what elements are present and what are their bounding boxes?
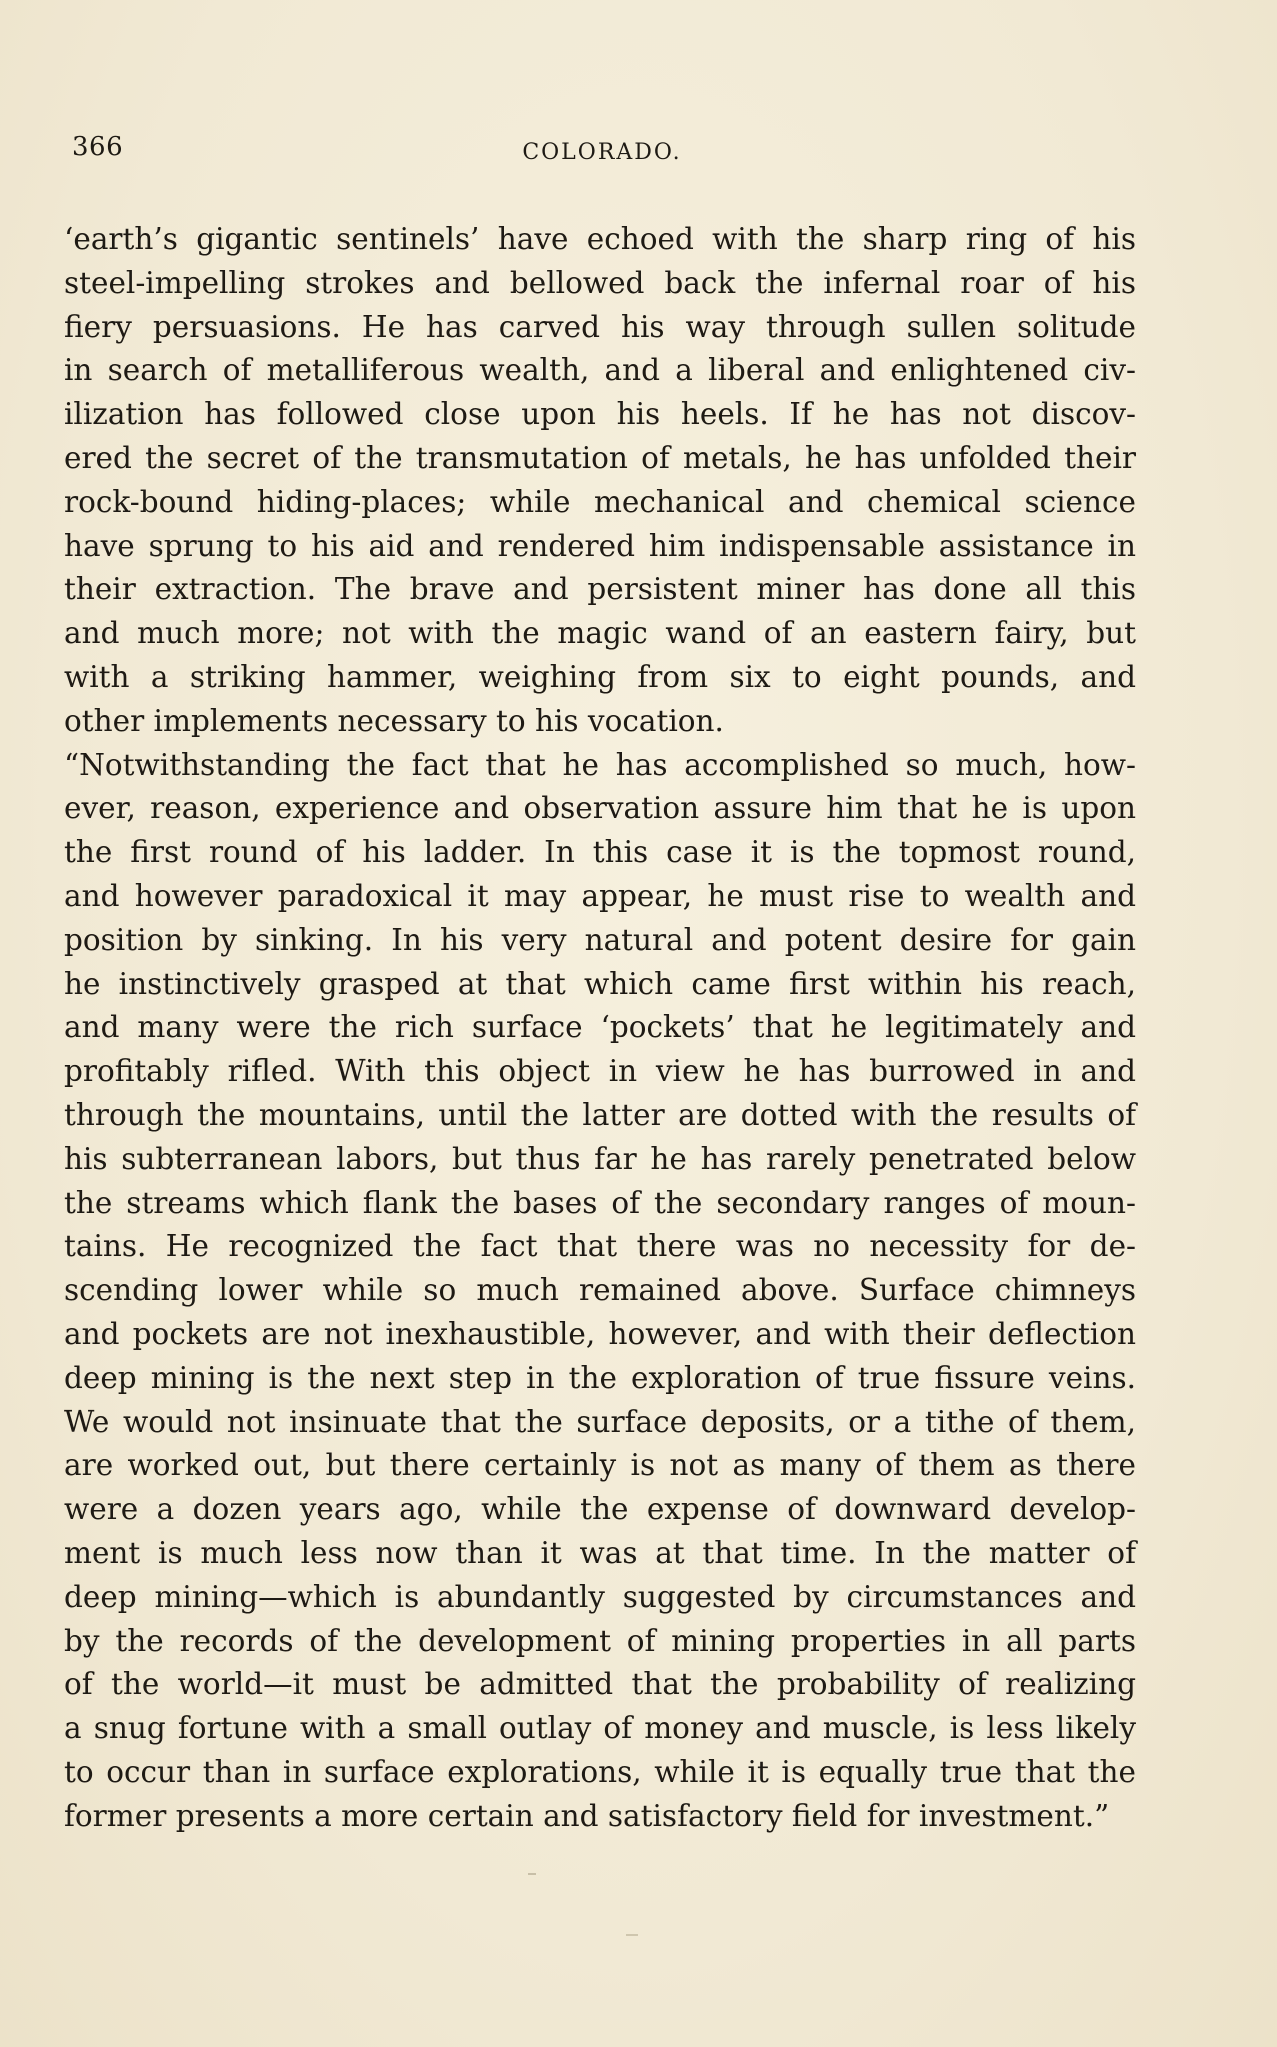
text-line: a snug fortune with a small outlay of money and muscle, is less likely: [64, 1711, 1136, 1746]
text-line: and many were the rich surface ‘pockets’ that he legitimately and: [64, 1010, 1136, 1045]
text-line: the first round of his ladder. In this case it is the topmost round,: [64, 835, 1136, 870]
running-head: COLORADO.: [522, 140, 682, 165]
text-line: other implements necessary to his vocation.: [64, 703, 724, 738]
text-line: the streams which flank the bases of the secondary ranges of moun-: [64, 1185, 1136, 1220]
page-number: 366: [72, 132, 124, 162]
body-text: [64, 218, 1136, 1838]
text-line: deep mining—which is abundantly suggested by circumstances and: [64, 1579, 1136, 1614]
text-line: “Notwithstanding the fact that he has accomplished so much, how-: [64, 747, 1136, 782]
text-line: profitably rifled. With this object in view he has burrowed in and: [64, 1054, 1136, 1089]
text-line: scending lower while so much remained above. Surface chimneys: [64, 1273, 1136, 1308]
text-line: ment is much less now than it was at that time. In the matter of: [64, 1535, 1136, 1570]
text-line: by the records of the development of mining properties in all parts: [64, 1623, 1136, 1658]
text-line: were a dozen years ago, while the expense of downward develop-: [64, 1492, 1136, 1527]
text-line: position by sinking. In his very natural and potent desire for gain: [64, 922, 1136, 957]
text-line: tains. He recognized the fact that there was no necessity for de-: [64, 1229, 1136, 1264]
text-line: have sprung to his aid and rendered him indispensable assistance in: [64, 528, 1136, 563]
text-line: through the mountains, until the latter are dotted with the results of: [64, 1097, 1136, 1132]
text-line: fiery persuasions. He has carved his way through sullen solitude: [64, 309, 1136, 344]
text-line: We would not insinuate that the surface deposits, or a tithe of them,: [64, 1404, 1136, 1439]
text-line: and much more; not with the magic wand of an eastern fairy, but: [64, 616, 1136, 651]
text-line: of the world—it must be admitted that the probability of realizing: [64, 1667, 1136, 1702]
paper-mark: [528, 1873, 536, 1875]
text-line: and pockets are not inexhaustible, however, and with their deflection: [64, 1316, 1136, 1351]
text-line: are worked out, but there certainly is not as many of them as there: [64, 1448, 1136, 1483]
text-line: with a striking hammer, weighing from six to eight pounds, and: [64, 659, 1136, 694]
paper-mark: [626, 1934, 638, 1936]
text-line: his subterranean labors, but thus far he has rarely penetrated below: [64, 1141, 1136, 1176]
text-line: deep mining is the next step in the exploration of true fissure veins.: [64, 1360, 1136, 1395]
text-line: rock-bound hiding-places; while mechanical and chemical science: [64, 484, 1136, 519]
text-line: he instinctively grasped at that which came first within his reach,: [64, 966, 1136, 1001]
text-line: in search of metalliferous wealth, and a liberal and enlightened civ-: [64, 353, 1136, 388]
text-line: ‘earth’s gigantic sentinels’ have echoed with the sharp ring of his: [64, 222, 1136, 256]
text-line: steel-impelling strokes and bellowed back the infernal roar of his: [64, 265, 1136, 300]
text-line: and however paradoxical it may appear, he must rise to wealth and: [64, 878, 1136, 913]
text-line: ever, reason, experience and observation assure him that he is upon: [64, 791, 1136, 826]
text-line: ered the secret of the transmutation of metals, he has unfolded their: [64, 440, 1136, 475]
text-line: their extraction. The brave and persistent miner has done all this: [64, 572, 1136, 607]
text-line: former presents a more certain and satisfactory field for investment.”: [64, 1798, 1110, 1833]
text-line: ilization has followed close upon his heels. If he has not discov-: [64, 397, 1136, 432]
page-header: [72, 132, 1132, 172]
text-line: to occur than in surface explorations, while it is equally true that the: [64, 1754, 1136, 1789]
